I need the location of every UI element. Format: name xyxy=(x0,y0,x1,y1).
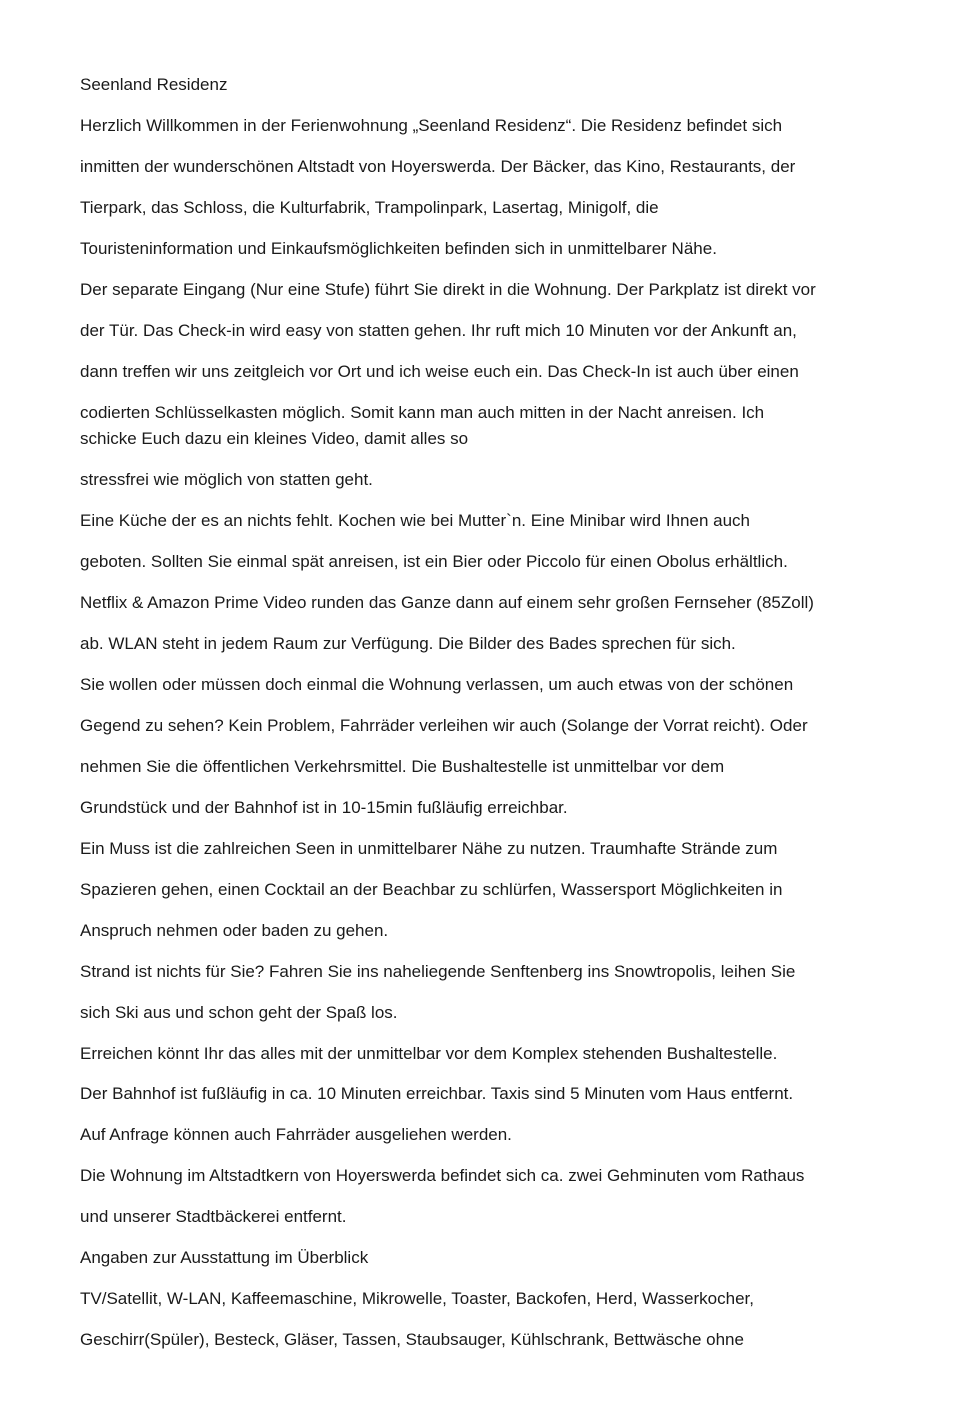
text-line: Geschirr(Spüler), Besteck, Gläser, Tassen, Staubsauger, Kühlschrank, Bettwäsche ohne xyxy=(80,1330,744,1349)
text-line: nehmen Sie die öffentlichen Verkehrsmittel. Die Bushaltestelle ist unmittelbar vor dem xyxy=(80,757,725,776)
text-line: Strand ist nichts für Sie? Fahren Sie ins naheliegende Senftenberg ins Snowtropolis, leihen Sie xyxy=(80,962,796,981)
text-line: TV/Satellit, W-LAN, Kaffeemaschine, Mikrowelle, Toaster, Backofen, Herd, Wasserkocher, xyxy=(80,1289,754,1308)
text-line: der Tür. Das Check-in wird easy von statten gehen. Ihr ruft mich 10 Minuten vor der Ankunft an, xyxy=(80,321,797,340)
text-line: Auf Anfrage können auch Fahrräder ausgeliehen werden. xyxy=(80,1125,512,1144)
text-line: ab. WLAN steht in jedem Raum zur Verfügung. Die Bilder des Bades sprechen für sich. xyxy=(80,634,736,653)
text-line: stressfrei wie möglich von statten geht. xyxy=(80,470,373,489)
text-line: Spazieren gehen, einen Cocktail an der Beachbar zu schlürfen, Wassersport Möglichkeiten in xyxy=(80,880,783,899)
text-line: Touristeninformation und Einkaufsmöglichkeiten befinden sich in unmittelbarer Nähe. xyxy=(80,239,717,258)
text-line: geboten. Sollten Sie einmal spät anreisen, ist ein Bier oder Piccolo für einen Obolus erhältlich. xyxy=(80,552,788,571)
text-line: Grundstück und der Bahnhof ist in 10-15min fußläufig erreichbar. xyxy=(80,798,568,817)
text-line: Eine Küche der es an nichts fehlt. Kochen wie bei Mutter`n. Eine Minibar wird Ihnen auch xyxy=(80,511,750,530)
document-title: Seenland Residenz xyxy=(80,75,228,94)
section-heading: Angaben zur Ausstattung im Überblick xyxy=(80,1248,369,1267)
text-line: Netflix & Amazon Prime Video runden das Ganze dann auf einem sehr großen Fernseher (85Zoll) xyxy=(80,593,814,612)
text-line: Erreichen könnt Ihr das alles mit der unmittelbar vor dem Komplex stehenden Bushaltestelle. xyxy=(80,1044,778,1063)
text-line: Ein Muss ist die zahlreichen Seen in unmittelbarer Nähe zu nutzen. Traumhafte Strände zum xyxy=(80,839,778,858)
text-line: Der separate Eingang (Nur eine Stufe) führt Sie direkt in die Wohnung. Der Parkplatz ist direkt vor xyxy=(80,280,816,299)
text-line: und unserer Stadtbäckerei entfernt. xyxy=(80,1207,347,1226)
text-line: dann treffen wir uns zeitgleich vor Ort und ich weise euch ein. Das Check-In ist auch über einen xyxy=(80,362,799,381)
text-line: Herzlich Willkommen in der Ferienwohnung „Seenland Residenz“. Die Residenz befindet sich xyxy=(80,116,783,135)
text-line: Tierpark, das Schloss, die Kulturfabrik, Trampolinpark, Lasertag, Minigolf, die xyxy=(80,198,659,217)
text-line: schicke Euch dazu ein kleines Video, damit alles so xyxy=(80,429,469,448)
text-line: Gegend zu sehen? Kein Problem, Fahrräder verleihen wir auch (Solange der Vorrat reicht). Oder xyxy=(80,716,808,735)
text-line: sich Ski aus und schon geht der Spaß los. xyxy=(80,1003,398,1022)
text-line: inmitten der wunderschönen Altstadt von Hoyerswerda. Der Bäcker, das Kino, Restaurants, der xyxy=(80,157,796,176)
text-line: codierten Schlüsselkasten möglich. Somit kann man auch mitten in der Nacht anreisen. Ich xyxy=(80,403,765,422)
text-line: Die Wohnung im Altstadtkern von Hoyerswerda befindet sich ca. zwei Gehminuten vom Rathaus xyxy=(80,1166,805,1185)
text-line: Der Bahnhof ist fußläufig in ca. 10 Minuten erreichbar. Taxis sind 5 Minuten vom Haus entfernt. xyxy=(80,1084,794,1103)
text-line: Anspruch nehmen oder baden zu gehen. xyxy=(80,921,389,940)
text-line: Sie wollen oder müssen doch einmal die Wohnung verlassen, um auch etwas von der schönen xyxy=(80,675,794,694)
